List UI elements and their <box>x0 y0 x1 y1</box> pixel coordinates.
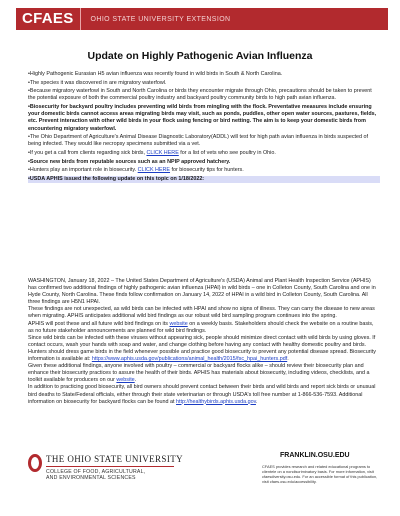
bullet-item: •The Ohio Department of Agriculture's Animal Disease Diagnostic Laboratory(ADDL) will test for high path avian influenza in birds suspected of being infected. They would like necropsy specimens submitted via a vet. <box>28 134 368 148</box>
aphis-website-link[interactable]: website <box>169 320 188 327</box>
university-name: THE OHIO STATE UNIVERSITY <box>46 454 184 464</box>
body-text: . <box>255 398 258 405</box>
body-paragraph <box>28 363 380 384</box>
body-text: APHIS will post these and all future wild bird findings on its <box>28 320 170 327</box>
body-paragraph <box>28 384 380 405</box>
vets-list-link[interactable]: CLICK HERE <box>146 149 179 156</box>
body-text: on a weekly basis. Stakeholders should check the website on a routine basis, as no future stakeholder announcements are planned for wild bird findings. <box>28 320 374 334</box>
healthybirds-link[interactable]: http://healthybirds.aphis.usda.gov <box>176 398 256 405</box>
bullet-item <box>28 167 380 174</box>
header-banner <box>16 8 388 30</box>
bullet-text: •If you get a call from clients regarding sick birds, <box>28 149 147 156</box>
bullet-text: •Hunters play an important role in biosecurity. <box>28 167 138 174</box>
bullet-item: •The species it was discovered in are migratory waterfowl. <box>28 79 167 86</box>
bullet-item-highlight: •USDA APHIS issued the following update on this topic on 1/18/2022: <box>28 176 380 183</box>
body-paragraph: WASHINGTON, January 18, 2022 – The United States Department of Agriculture's (USDA) Animal and Plant Health Inspection Service (APHIS) has confirmed two additional findings of highly pathogenic avian influenza (HPAI) in wild birds – one in Colleton County, South Carolina and one in Hyde County, North Carolina. These finds follow confirmation on January 14, 2022 of HPAI in a wild bird in Colleton County, South Carolina. All three findings are H5N1 HPAI. <box>28 278 376 306</box>
body-paragraph <box>28 335 380 363</box>
hunters-pdf-link[interactable]: https://www.aphis.usda.gov/publications/animal_health/2015/fsc_hpai_hunters.pdf <box>91 356 288 363</box>
college-name-line2: AND ENVIRONMENTAL SCIENCES <box>46 475 136 482</box>
body-text: Since wild birds can be infected with these viruses without appearing sick, people should minimize direct contact with wild birds by using gloves. If contact occurs, wash your hands with soap and water, and change clothing before having any contact with healthy domestic poultry and birds. Hunters should dress game birds in the field whenever possible and practice good biosecurity to prevent any potential disease spread. Biosecurity information is available at: <box>28 334 376 363</box>
footer-disclaimer: CFAES provides research and related educational programs to clientele on a nondiscriminatory basis. For more information, visit cfaesdiversity.osu.edu. For an accessible format of this publication, visit cfaes.osu.edu/accessibility. <box>262 464 378 484</box>
hunter-tips-link[interactable]: CLICK HERE <box>137 167 171 174</box>
biosecurity-website-link[interactable]: website <box>116 377 135 384</box>
article-body <box>28 278 380 406</box>
osu-logo-block <box>28 454 183 482</box>
body-text: . <box>134 377 137 384</box>
bullet-text: for biosecurity tips for hunters. <box>170 167 244 174</box>
body-paragraph: These findings are not unexpected, as wild birds can be infected with HPAI and show no signs of illness. They can carry the disease to new areas when migrating. APHIS anticipates additional wild bird findings as our robust wild bird sampling program continues into the spring. <box>28 306 375 320</box>
cfaes-logo: CFAES <box>16 8 81 30</box>
bullet-list <box>28 71 380 184</box>
footer <box>28 448 380 508</box>
college-name-line1: COLLEGE OF FOOD, AGRICULTURAL, <box>46 468 146 475</box>
bullet-item: •Because migratory waterfowl in South and North Carolina or birds they encounter migrate through Ohio, precautions should be taken to prevent the potential exposure of both the commercial poultry industry and backyard poultry community birds to high path avian influenza. <box>28 88 372 102</box>
bullet-item-bold: •Biosecurity for backyard poultry includes preventing wild birds from mingling with the flock. Preventative measures include ensuring your domestic birds cannot access areas migrating birds may visit, such as ponds, puddles, other open water sources, pastures, fields, etc. Prevent interaction with other wild birds in your flock using fencing or bird netting. The aim is to keep your domestic birds from encountering migratory waterfowl. <box>28 103 377 132</box>
bullet-text: for a list of vets who see poultry in Ohio. <box>178 149 276 156</box>
body-text: In addition to practicing good biosecurity, all bird owners should prevent contact between their birds and wild birds and report sick birds or unusual bird deaths to State/Federal officials, either through their state veterinarian or through USDA's toll free number at 1-866-536-7593. Additional information on biosecurity for backyard flocks can be found at <box>28 384 376 405</box>
body-paragraph <box>28 321 380 335</box>
header-org: OHIO STATE UNIVERSITY EXTENSION <box>90 15 231 23</box>
bullet-item: •Highly Pathogenic Eurasian H5 avian influenza was recently found in wild birds in South & North Carolina. <box>28 71 283 77</box>
block-o-icon <box>28 454 42 472</box>
footer-url: FRANKLIN.OSU.EDU <box>280 452 350 459</box>
body-text: . <box>287 356 289 363</box>
bullet-item-bold: •Source new birds from reputable sources such as an NPIP approved hatchery. <box>28 158 231 165</box>
bullet-item <box>28 150 380 157</box>
footer-divider <box>46 466 174 467</box>
body-text: Given these additional findings, anyone involved with poultry – commercial or backyard flocks alike – should review their biosecurity plan and enhance their biosecurity practices to assure the health of their birds. APHIS has materials about biosecurity, including videos, checklists, and a toolkit available for producers on our <box>28 363 370 384</box>
page-title: Update on Highly Pathogenic Avian Influenza <box>87 50 313 62</box>
